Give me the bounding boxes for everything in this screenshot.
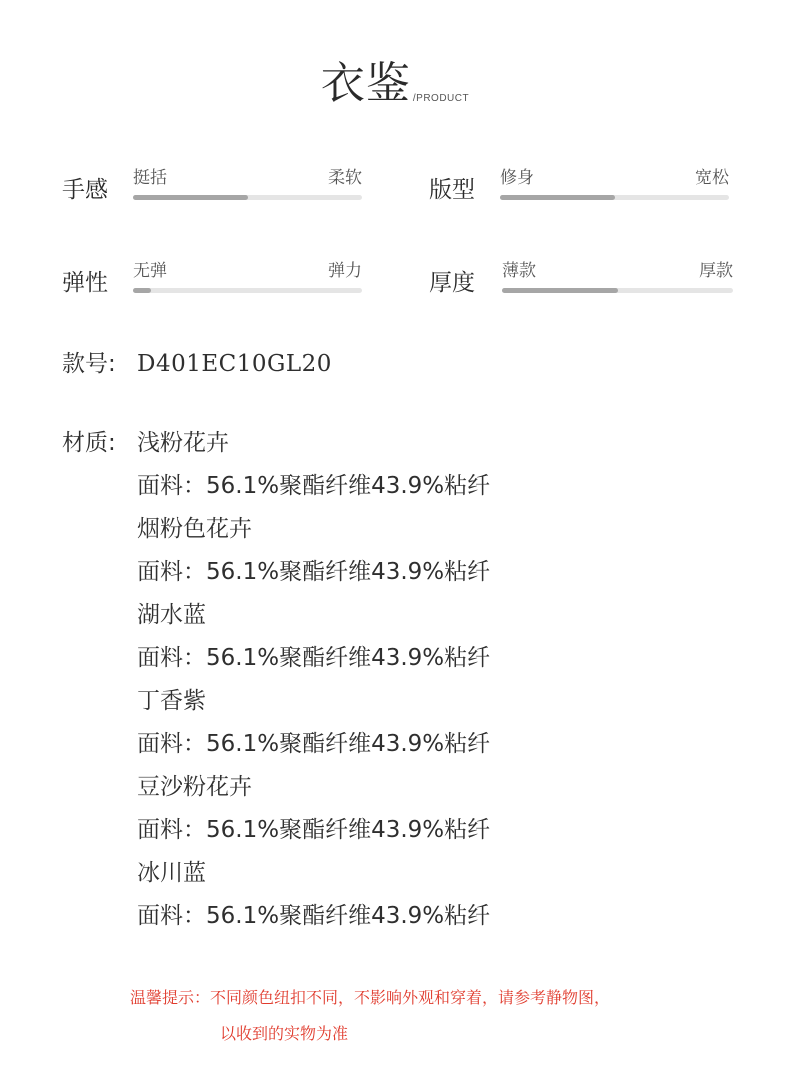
style-code-value: D401EC10GL20 — [137, 351, 332, 377]
metric-elasticity — [62, 256, 362, 306]
material-color: 豆沙粉花卉 — [137, 774, 252, 800]
material-label: 材质: — [62, 430, 116, 456]
metric-fill — [133, 195, 248, 200]
metric-fill — [500, 195, 615, 200]
header — [0, 58, 790, 109]
material-color: 湖水蓝 — [137, 602, 206, 628]
metric-max-label: 厚款 — [699, 261, 733, 281]
title-subtitle: /PRODUCT — [412, 93, 470, 104]
style-code-row — [62, 345, 332, 378]
metric-min-label: 修身 — [500, 168, 534, 188]
metric-feel — [62, 163, 362, 213]
metric-track — [133, 195, 362, 200]
material-fabric: 面料：56.1%聚酯纤维43.9%粘纤 — [137, 817, 491, 843]
metric-track — [500, 195, 729, 200]
metric-fit — [429, 163, 729, 213]
title-main: 衣鉴 — [320, 58, 411, 109]
metric-fill — [502, 288, 618, 293]
metric-label: 手感 — [62, 177, 108, 203]
material-fabric: 面料：56.1%聚酯纤维43.9%粘纤 — [137, 559, 491, 585]
material-label-row — [62, 424, 137, 457]
metric-min-label: 挺括 — [133, 168, 167, 188]
material-fabric: 面料：56.1%聚酯纤维43.9%粘纤 — [137, 731, 491, 757]
metric-label: 版型 — [429, 177, 475, 203]
metric-max-label: 宽松 — [695, 168, 729, 188]
style-code-label: 款号: — [62, 351, 116, 377]
material-color: 冰川蓝 — [137, 860, 206, 886]
metric-label: 弹性 — [62, 270, 108, 296]
material-color: 浅粉花卉 — [137, 430, 229, 456]
notice-line-1: 温馨提示：不同颜色纽扣不同，不影响外观和穿着，请参考静物图， — [130, 988, 611, 1007]
metric-min-label: 薄款 — [502, 261, 536, 281]
material-fabric: 面料：56.1%聚酯纤维43.9%粘纤 — [137, 645, 491, 671]
metric-max-label: 弹力 — [328, 261, 362, 281]
material-color: 丁香紫 — [137, 688, 206, 714]
page-title — [320, 58, 470, 109]
metric-max-label: 柔软 — [328, 168, 362, 188]
metric-track — [502, 288, 733, 293]
notice-line-2: 以收到的实物为准 — [220, 1024, 349, 1043]
metric-track — [133, 288, 362, 293]
material-color: 烟粉色花卉 — [137, 516, 252, 542]
material-fabric: 面料：56.1%聚酯纤维43.9%粘纤 — [137, 473, 491, 499]
metric-thickness — [429, 256, 733, 306]
material-fabric: 面料：56.1%聚酯纤维43.9%粘纤 — [137, 903, 491, 929]
metric-fill — [133, 288, 151, 293]
metric-label: 厚度 — [429, 270, 475, 296]
metric-min-label: 无弹 — [133, 261, 167, 281]
